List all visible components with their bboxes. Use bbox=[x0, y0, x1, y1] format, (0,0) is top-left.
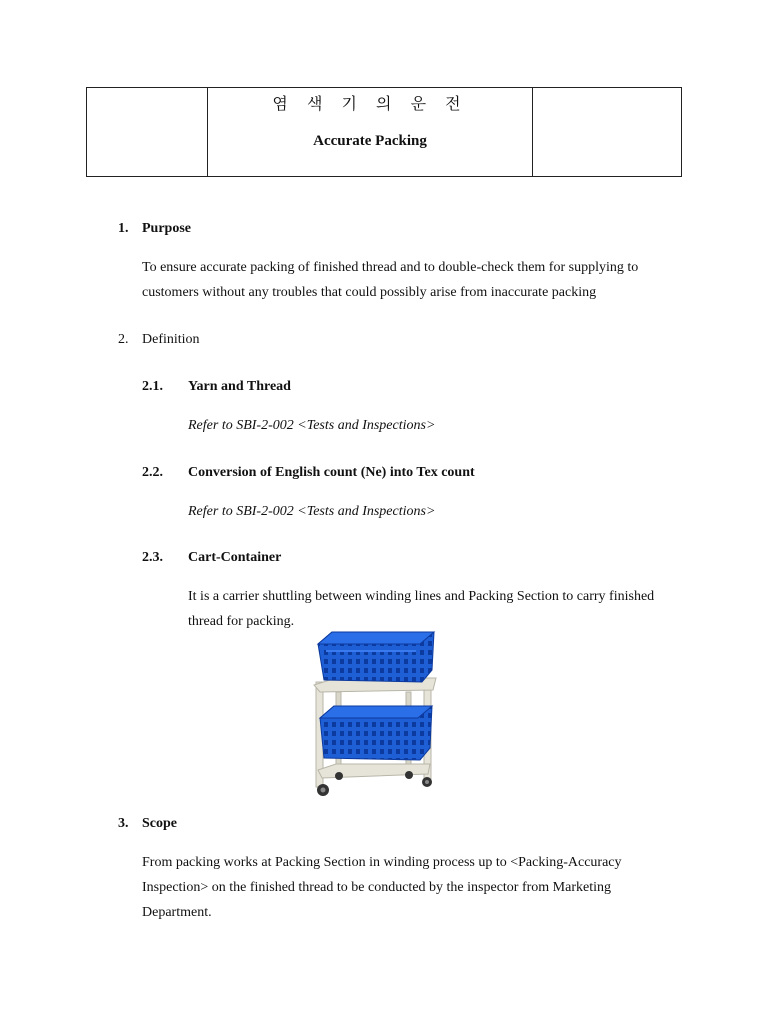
yarn-reference: Refer to SBI-2-002 <Tests and Inspections> bbox=[188, 418, 436, 433]
section-number-definition: 2. bbox=[118, 332, 129, 347]
cart-description: It is a carrier shuttling between winding lines and Packing Section to carry finished thread for packing. bbox=[188, 589, 655, 629]
cart-container-image bbox=[306, 630, 442, 802]
document-header-table bbox=[86, 87, 682, 177]
document-title: Accurate Packing bbox=[313, 133, 427, 149]
subsection-number-conversion: 2.2. bbox=[142, 465, 163, 480]
header-left-cell bbox=[87, 88, 208, 176]
subsection-heading-yarn: Yarn and Thread bbox=[188, 379, 291, 394]
scope-text: From packing works at Packing Section in winding process up to <Packing-Accuracy Inspection> on the finished thread to be conducted by the inspector from Marketing Department. bbox=[142, 855, 622, 920]
section-heading-purpose: Purpose bbox=[142, 221, 191, 236]
subsection-number-cart: 2.3. bbox=[142, 550, 163, 565]
conversion-reference: Refer to SBI-2-002 <Tests and Inspections> bbox=[188, 504, 436, 519]
section-number-scope: 3. bbox=[118, 816, 129, 831]
section-heading-scope: Scope bbox=[142, 816, 177, 831]
subsection-number-yarn: 2.1. bbox=[142, 379, 163, 394]
purpose-text: To ensure accurate packing of finished thread and to double-check them for supplying to customers without any troubles that could possibly arise from inaccurate packing bbox=[142, 260, 639, 300]
header-title-cell bbox=[208, 88, 533, 176]
section-number-purpose: 1. bbox=[118, 221, 129, 236]
section-heading-definition: Definition bbox=[142, 332, 200, 347]
korean-title: 염 색 기 의 운 전 bbox=[272, 94, 468, 113]
subsection-heading-conversion: Conversion of English count (Ne) into Tex count bbox=[188, 465, 475, 480]
header-right-cell bbox=[533, 88, 681, 176]
subsection-heading-cart: Cart-Container bbox=[188, 550, 282, 565]
